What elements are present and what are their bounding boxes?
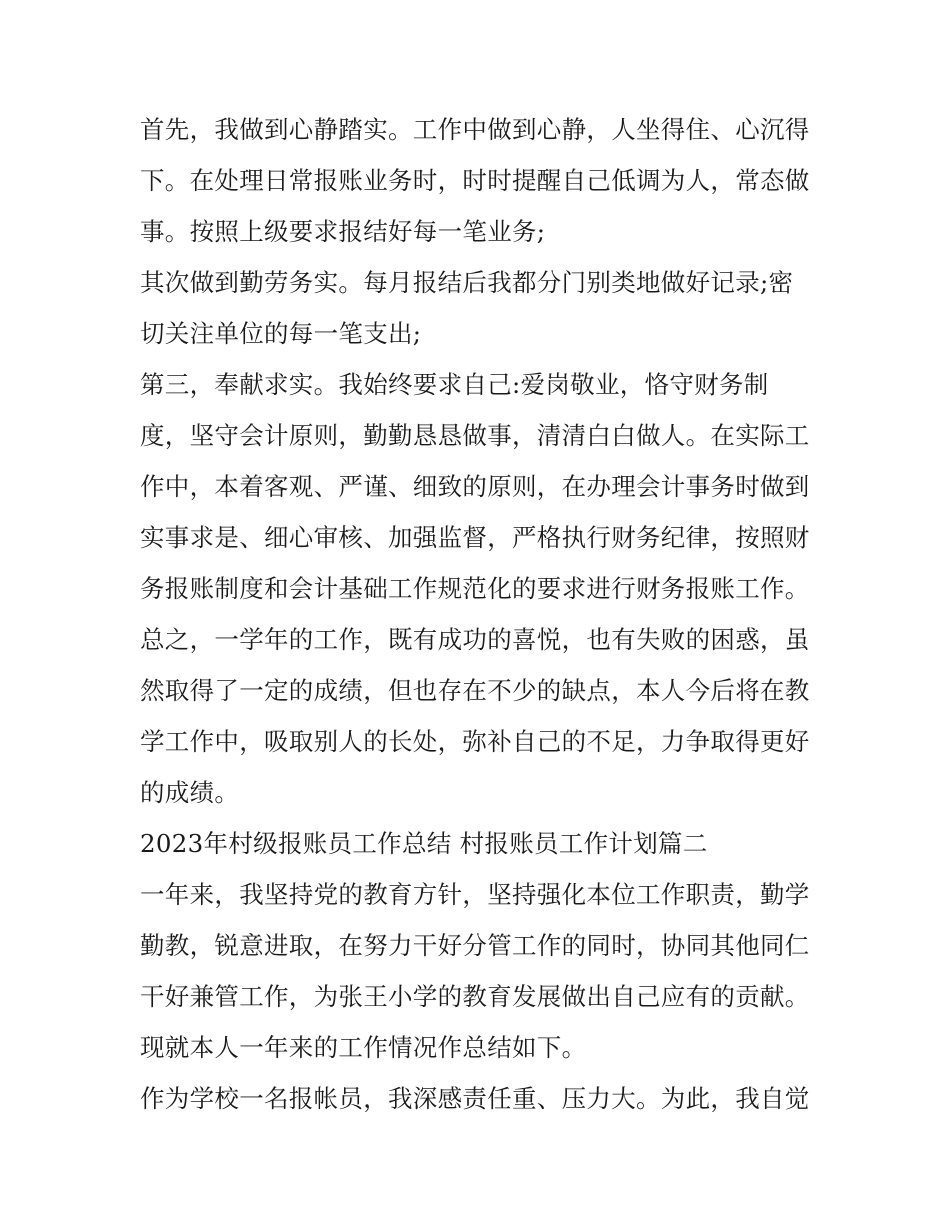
text-line: 的成绩。 (140, 778, 240, 807)
text-line: 勤教，锐意进取，在努力干好分管工作的同时，协同其他同仁 (140, 931, 810, 960)
text-line: 下。在处理日常报账业务时，时时提醒自己低调为人，常态做 (140, 166, 810, 195)
text-line: 干好兼管工作，为张王小学的教育发展做出自己应有的贡献。 (140, 982, 810, 1011)
text-line: 学工作中，吸取别人的长处，弥补自己的不足，力争取得更好 (140, 727, 810, 756)
text-line: 然取得了一定的成绩，但也存在不少的缺点，本人今后将在教 (140, 676, 810, 705)
text-line: 现就本人一年来的工作情况作总结如下。 (140, 1033, 587, 1062)
text-line: 实事求是、细心审核、加强监督，严格执行财务纪律，按照财 (140, 523, 810, 552)
text-line: 事。按照上级要求报结好每一笔业务; (140, 217, 546, 246)
text-line: 作中，本着客观、严谨、细致的原则，在办理会计事务时做到 (140, 472, 810, 501)
text-line: 度，坚守会计原则，勤勤恳恳做事，清清白白做人。在实际工 (140, 421, 810, 450)
text-line: 务报账制度和会计基础工作规范化的要求进行财务报账工作。 (140, 574, 810, 603)
text-line: 一年来，我坚持党的教育方针，坚持强化本位工作职责，勤学 (140, 880, 810, 909)
text-line: 切关注单位的每一笔支出; (140, 319, 422, 348)
section-heading: 2023年村级报账员工作总结 村报账员工作计划篇二 (140, 829, 708, 858)
text-line: 总之，一学年的工作，既有成功的喜悦，也有失败的困惑，虽 (140, 625, 810, 654)
text-line: 其次做到勤劳务实。每月报结后我都分门别类地做好记录;密 (140, 268, 794, 297)
text-line: 首先，我做到心静踏实。工作中做到心静，人坐得住、心沉得 (140, 115, 810, 144)
text-line: 作为学校一名报帐员，我深感责任重、压力大。为此，我自觉 (140, 1084, 810, 1113)
text-line: 第三，奉献求实。我始终要求自己:爱岗敬业，恪守财务制 (140, 370, 769, 399)
